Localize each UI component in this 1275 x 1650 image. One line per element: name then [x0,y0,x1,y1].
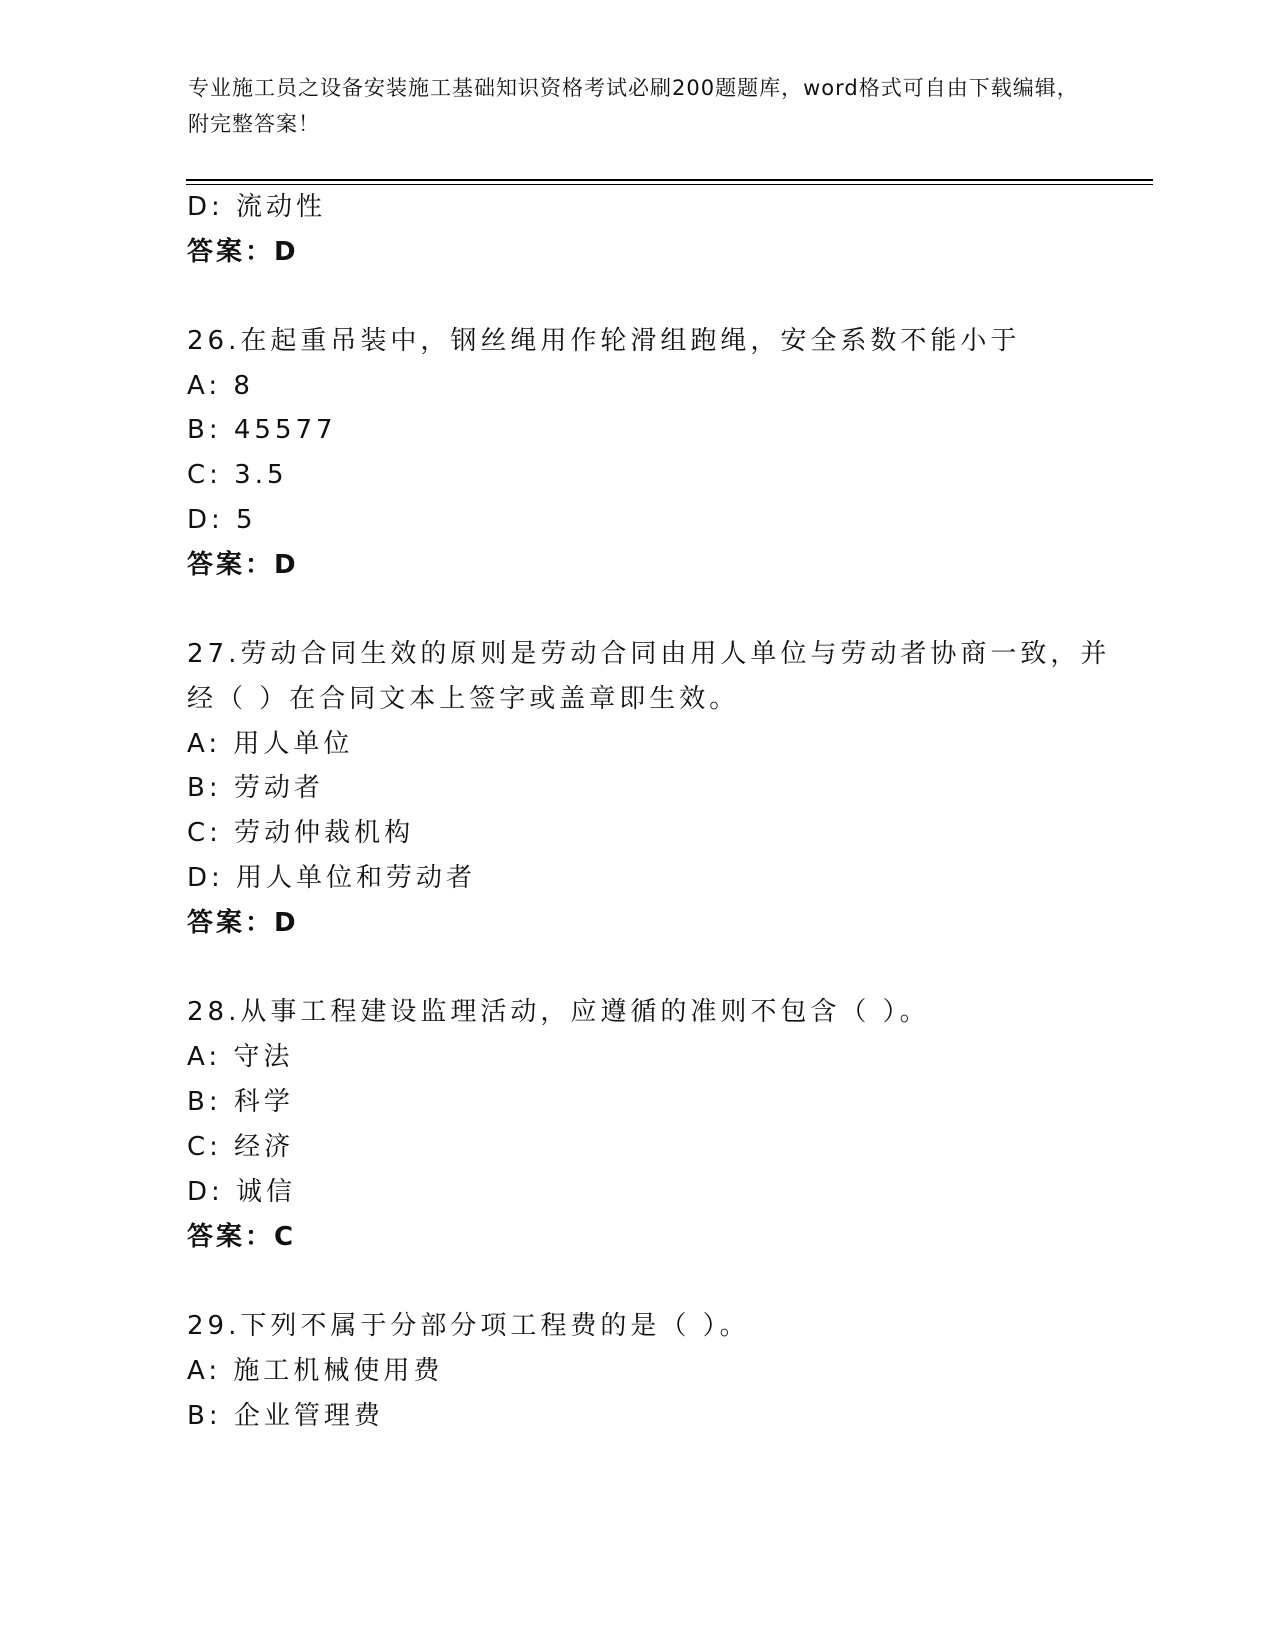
option-d: D: 5 [187,505,257,535]
option-d: D: 用人单位和劳动者 [187,863,477,893]
answer-value: D [274,908,296,938]
option-d: D: 流动性 [187,192,327,222]
option-b: B: 科学 [187,1087,294,1117]
answer-value: D [274,550,296,580]
header-divider-thin [186,184,1153,185]
option-b: B: 劳动者 [187,773,324,803]
question-stem: 28.从事工程建设监理活动，应遵循的准则不包含（ ）。 [187,997,930,1027]
answer-line [187,903,296,943]
question-stem-line1: 27.劳动合同生效的原则是劳动合同由用人单位与劳动者协商一致，并 [187,639,1111,669]
option-a: A: 守法 [187,1042,294,1072]
question-stem-line2: 经（ ）在合同文本上签字或盖章即生效。 [187,684,740,714]
option-c: C: 经济 [187,1132,295,1162]
answer-line [187,232,296,272]
option-a: A: 8 [187,371,254,401]
option-c: C: 劳动仲裁机构 [187,818,415,848]
answer-line [187,1217,293,1257]
answer-label: 答案： [187,1222,275,1252]
document-header: 专业施工员之设备安装施工基础知识资格考试必刷200题题库，word格式可自由下载编辑，附完整答案！ [188,76,1079,136]
option-a: A: 施工机械使用费 [187,1356,444,1386]
header-divider [186,179,1153,181]
option-d: D: 诚信 [187,1177,297,1207]
question-stem: 29.下列不属于分部分项工程费的是（ ）。 [187,1311,750,1341]
answer-label: 答案： [187,237,275,267]
answer-line [187,545,296,585]
option-b: B: 企业管理费 [187,1401,384,1431]
answer-value: C [274,1222,294,1252]
question-stem: 26.在起重吊装中，钢丝绳用作轮滑组跑绳，安全系数不能小于 [187,326,1021,356]
answer-value: D [274,237,296,267]
option-b: B: 45577 [187,415,337,445]
answer-label: 答案： [187,908,275,938]
option-c: C: 3.5 [187,460,288,490]
answer-label: 答案： [187,550,275,580]
option-a: A: 用人单位 [187,729,354,759]
